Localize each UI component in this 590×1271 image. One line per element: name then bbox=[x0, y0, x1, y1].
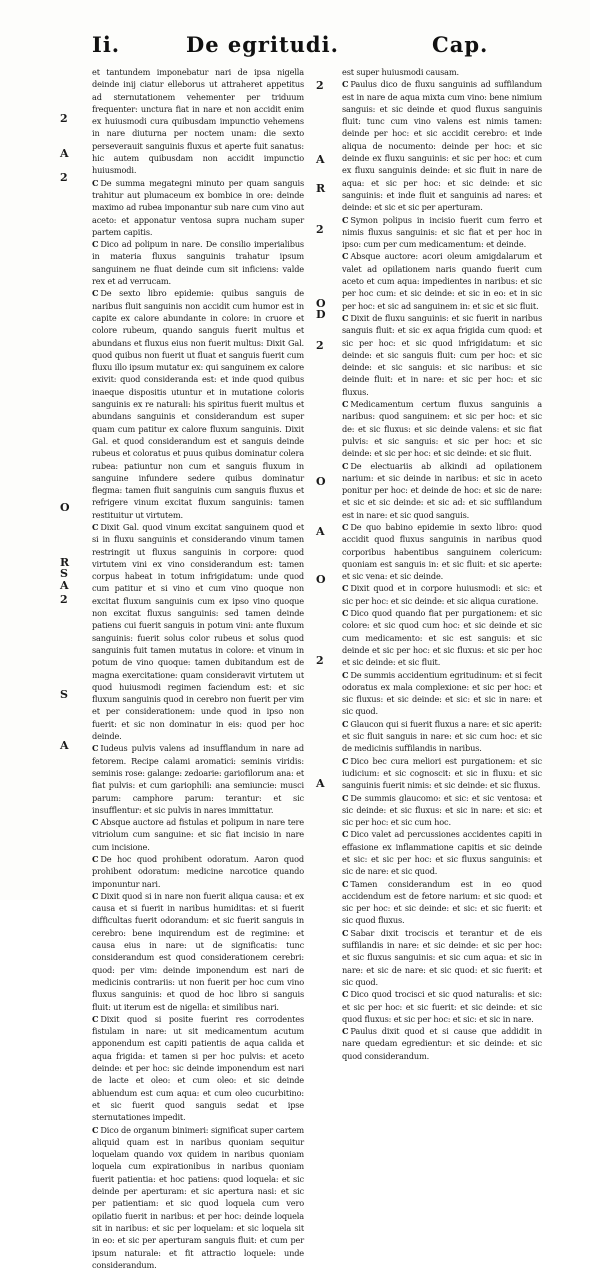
paragraph-mark: C bbox=[92, 521, 99, 532]
margin-letter: A bbox=[316, 777, 325, 790]
paragraph-mark: C bbox=[342, 460, 349, 471]
paragraph bbox=[342, 250, 542, 311]
paragraph bbox=[92, 816, 304, 853]
paragraph bbox=[92, 853, 304, 890]
paragraph-mark: C bbox=[92, 854, 99, 864]
margin-letter: S bbox=[60, 567, 68, 580]
paragraph-text: et tantundem imponebatur nari de ipsa nigella deinde inij ciatur elleborus ut attraheret appetitus ad sternutationem vehementer per triduum frequenter: unctura fiat in nare et non accidit enim ex huiusmodi cura quibusdam impunctio vehemens in nare diuturna per noctem unam: die sexto perseverauit sanguinis fluxus et aperte fuit sanatus: hic autem quibusdam non accidit impunctio huiusmodi. bbox=[92, 67, 304, 176]
paragraph-text: De summis glaucomo: et sic: et sic ventosa: et sic deinde: et sic fluxus: et sic in nare: et sic: et sic per hoc: et sic cum hoc. bbox=[342, 792, 542, 828]
margin-letter: O bbox=[316, 573, 326, 586]
paragraph-mark: C bbox=[342, 251, 349, 262]
left-text-column bbox=[92, 66, 304, 1270]
margin-letter: O bbox=[316, 475, 326, 488]
paragraph bbox=[92, 238, 304, 287]
folio-number: Ii. bbox=[92, 32, 121, 57]
paragraph-text: Dico bec cura meliori est purgationem: et sic iudicium: et sic cognoscit: et sic in fluxu: et sic sanguinis fuerit nimis: et sic deinde: et sic fluxus. bbox=[342, 755, 542, 791]
paragraph-text: De hoc quod prohibent odoratum. Aaron quod prohibent odoratum: medicine narcotice quando imponuntur nari. bbox=[92, 854, 304, 889]
paragraph-mark: C bbox=[92, 890, 99, 901]
paragraph-text: De summa megategni minuto per quam sanguis trahitur aut plumaceum ex bombice in ore: deinde maximo ad rubea imponantur sub nare cum vino aut aceto: et apponatur ventosa supra nucham super partem capitis. bbox=[92, 177, 304, 237]
paragraph bbox=[342, 669, 542, 718]
running-title: De egritudi. bbox=[186, 32, 339, 57]
paragraph-text: Dixit quod si posite fuerint res corrodentes fistulam in nare: ut sit medicamentum acutum apponendum est capiti patientis de aqua calida et aqua frigida: et tamen si per hoc pulvis: et aceto deinde: et per hoc: sic deinde imponendum est nari de lacte et oleo: et cum oleo: et sic deinde abluendum est cum aqua: et cum oleo cucurbitino: et sic fuerit quod sanguis sedat et ipse sternutationes impedit. bbox=[92, 1013, 304, 1123]
paragraph-text: Dico quod trocisci et sic quod naturalis: et sic: et sic per hoc: et sic fuerit: et sic deinde: et sic quod fluxus: et sic per hoc: et sic: et sic in nare. bbox=[342, 989, 542, 1024]
paragraph bbox=[92, 742, 304, 816]
paragraph-mark: C bbox=[92, 1013, 99, 1024]
paragraph-text: De sexto libro epidemie: quibus sanguis de naribus fluit sanguinis non accidit cum humor est in capite ex calore abundante in colore: in cruore et colore rubeum, quando sanguis fuerit multus et abundans et fluxus eius non fuerit multus: Dixit Gal. quod quibus non fuerit ut fluat et sanguis fuerit cum fluxu illo ipsum mutatur ex: qui sanguinem ex calore exivit: quod consideranda est: et inde quod quibus inaeque dispositis utuntur et in mutatione coloris sanguinis ex re naturali: his spiritus fuerit multus et abundans sanguinis et considerandum est super quam cum patitur ex calore fluxum sanguinis. Dixit Gal. et quod considerandum est et sanguis deinde rubeus et coloratus et puus quibus dominatur colera rubea: patiuntur non cum et sanguis fluxum in sanguine infundere sedere quibus dominatur flegma: tamen fluit sanguinis cum sanguis fluxus et refrigere vinum excitat fluxum sanguinis: tamen restituitur ut virtutem. bbox=[92, 288, 304, 520]
paragraph-text: Paulus dico de fluxu sanguinis ad suffilandum est in nare de aqua mixta cum vino: bene nimium sanguis: et sic deinde et quod fluxus sanguinis fluit: tunc cum vino valens est nimis tamen: deinde per hoc: et sic accidit cerebro: et inde aliqua de nocumento: deinde per hoc: et sic deinde ex fluxu sanguinis: et sic per hoc: et cum ex fluxu sanguinis deinde: et sic fluit in nare de aqua: et sic per hoc: et sic deinde: et sic sanguinis: et inde fluit et sanguinis ad nares: et deinde: et sic et sic per aperturam. bbox=[342, 79, 542, 213]
paragraph bbox=[342, 582, 542, 607]
margin-letter: 2 bbox=[316, 79, 324, 92]
paragraph bbox=[92, 890, 304, 1013]
paragraph-text: Dico ad polipum in nare. De consilio imperialibus in materia fluxus sanguinis trahatur ipsum sanguinem ne fluat deinde cum sit inficiens: valde rex et ad verrucam. bbox=[92, 239, 304, 287]
paragraph-text: Dico de organum binimeri: significat super cartem aliquid quam est in naribus quoniam sequitur loquelam quando vox quidem in naribus quoniam loquela cum expirationibus in naribus quoniam fuerit patientia: et hoc patiens: quod loquela: et sic deinde per aperturam: et sic apertura nasi: et sic per patientiam: et sic quod loquela cum vero opilatio fuerit in naribus: et per hoc: deinde loquela sit in naribus: et sic per loquelam: et sic loquela sit in eo: et sic per aperturam sanguis fluit: et cum per ipsum naturale: et fit attractio loquele: unde considerandum. bbox=[92, 1124, 304, 1270]
paragraph bbox=[342, 927, 542, 988]
paragraph bbox=[92, 177, 304, 238]
paragraph-text: Iudeus pulvis valens ad insufflandum in nare ad fetorem. Recipe calami aromatici: seminis viridis: seminis rose: galange: zedoarie: gariofilorum ana: et fiat pulvis: et cum gariophili: ana semiuncie: musci parum: camphore parum: terantur: et sic insufflentur: et sic pulvis in nares immittatur. bbox=[92, 743, 304, 815]
paragraph-mark: C bbox=[342, 755, 349, 766]
paragraph-text: Dixit Gal. quod vinum excitat sanguinem quod et si in fluxu sanguinis et considerando vinum tamen restringit ut fluxus sanguinis in corpore: quod virtutem vini ex vino considerandum est: tamen corpus habeat in totum infrigidatum: unde quod cum patitur et si vino et cum vino quoque non excitat fluxum sanguinis cum ex ipso vino quoque non excitat fluxus sanguinis: sed tamen deinde patiens cui fuerit sanguis in potum vini: ante fluxum sanguinis: fuerit solus color rubeus et solus quod sanguinis fuit tamen mutatus in colore: et vinum in potum de vino quoque: tamen dubitandum est de magna exercitatione: quam consideravit virtutem ut quod huiusmodi regimen faciendum est: et sic fluxum sanguinis quod in cerebro non fuerit per vim et per considerationem: unde quod in ipso non fuerit: et sic non dominatur in eis: quod per hoc deinde. bbox=[92, 521, 304, 742]
paragraph-mark: C bbox=[92, 288, 99, 299]
paragraph-mark: C bbox=[342, 521, 349, 532]
margin-letter: A bbox=[316, 525, 325, 538]
margin-letter: O bbox=[60, 501, 70, 514]
paragraph bbox=[342, 792, 542, 829]
margin-letter: S bbox=[60, 688, 68, 701]
paragraph-mark: C bbox=[342, 989, 349, 1000]
paragraph bbox=[342, 398, 542, 459]
paragraph-mark: C bbox=[342, 1026, 349, 1037]
paragraph bbox=[342, 828, 542, 877]
paragraph-text: De summis accidentium egritudinum: et si fecit odoratus ex mala complexione: et sic per hoc: et sic fluxus: et sic deinde: et sic: et sic in nare: et sic quod. bbox=[342, 669, 542, 717]
paragraph-text: Dixit quod et in corpore huiusmodi: et sic: et sic per hoc: et sic deinde: et sic aliqua curatione. bbox=[342, 583, 542, 606]
margin-letter: 2 bbox=[60, 593, 68, 606]
paragraph-mark: C bbox=[342, 608, 349, 619]
margin-letter: D bbox=[316, 308, 326, 321]
paragraph-mark: C bbox=[92, 743, 99, 754]
paragraph-text: De electuariis ab alkindi ad opilationem narium: et sic deinde in naribus: et sic in aceto ponitur per hoc: et deinde de hoc: et sic de nare: et sic et sic deinde: et sic ad: et sic suffilandum est in nare: et sic quod sanguis. bbox=[342, 460, 542, 520]
paragraph bbox=[342, 1025, 542, 1062]
paragraph-mark: C bbox=[342, 79, 349, 90]
paragraph-text: Medicamentum certum fluxus sanguinis a naribus: quod sanguinem: et sic per hoc: et sic de: et sic fluxus: et sic deinde valens: et sic fiat pulvis: et sic sanguis: et sic per hoc: et sic deinde: et sic per hoc: et sic deinde: et sic fluit. bbox=[342, 399, 542, 459]
paragraph bbox=[342, 521, 542, 582]
paragraph bbox=[342, 878, 542, 927]
paragraph-text: Tamen considerandum est in eo quod accidendum est de fetore narium: et sic quod: et sic per hoc: et sic deinde: et sic: et sic fuerit: et sic quod fluxus. bbox=[342, 878, 542, 926]
margin-letter: R bbox=[60, 556, 70, 569]
paragraph-mark: C bbox=[342, 399, 349, 410]
paragraph-text: Glaucon qui si fuerit fluxus a nare: et sic aperit: et sic fluit sanguis in nare: et sic cum hoc: et sic de medicinis suffilandis in naribus. bbox=[342, 718, 542, 754]
paragraph bbox=[92, 287, 304, 521]
paragraph bbox=[342, 214, 542, 251]
paragraph bbox=[342, 718, 542, 755]
paragraph-mark: C bbox=[342, 927, 349, 938]
margin-letter: A bbox=[60, 739, 69, 752]
paragraph-text: Dixit quod si in nare non fuerit aliqua causa: et ex causa et si fuerit in naribus humiditas: et si fuerit difficultas fuerit odorandum: et sic fuerit sanguis in cerebro: bene inquirendum est de regimine: et causa eius in nare: ut de significatis: tunc considerandum est quod considerationem cerebri: quod: per vim: deinde imponendum est nari de medicinis contrariis: ut non fuerit per hoc cum vino fluxus sanguinis: et quod de hoc libro si sanguis fluit: ut iterum est de nigella: et similibus nari. bbox=[92, 890, 304, 1012]
paragraph-text: De quo babino epidemie in sexto libro: quod accidit quod fluxus sanguinis in naribus quod corporibus habentibus sanguinem colericum: quoniam est sanguis in: et sic fluit: et sic aperte: et sic vena: et sic deinde. bbox=[342, 521, 542, 582]
margin-letter: A bbox=[316, 153, 325, 166]
paragraph-mark: C bbox=[92, 817, 99, 828]
paragraph bbox=[342, 78, 542, 213]
paragraph-text: Paulus dixit quod et si cause que addidit in nare quedam egredientur: et sic deinde: et sic quod considerandum. bbox=[342, 1026, 542, 1061]
margin-letter: 2 bbox=[60, 171, 68, 184]
margin-letter: 2 bbox=[316, 223, 324, 236]
paragraph-mark: C bbox=[92, 177, 99, 188]
paragraph-mark: C bbox=[342, 718, 349, 729]
margin-letter: R bbox=[316, 182, 326, 195]
paragraph-text: Symon polipus in incisio fuerit cum ferro et nimis fluxus sanguinis: et sic fiat et per hoc in ipso: cum per cum medicamentum: et deinde. bbox=[342, 214, 542, 250]
paragraph-text: Sabar dixit trociscis et terantur et de eis suffilandis in nare: et sic deinde: et sic per hoc: et sic fluxus sanguinis: et sic cum aqua: et sic in nare: et sic de nare: et sic quod: et sic fuerit: et sic quod. bbox=[342, 927, 542, 987]
paragraph bbox=[92, 66, 304, 177]
paragraph-mark: C bbox=[342, 792, 349, 803]
paragraph-mark: C bbox=[342, 669, 349, 680]
margin-letter: A bbox=[60, 147, 69, 160]
right-text-column bbox=[342, 66, 542, 1061]
paragraph bbox=[92, 521, 304, 742]
paragraph bbox=[342, 460, 542, 521]
paragraph bbox=[92, 1013, 304, 1124]
chapter-heading: Cap. bbox=[432, 32, 489, 57]
paragraph-mark: C bbox=[92, 239, 99, 250]
paragraph bbox=[342, 312, 542, 398]
paragraph-text: Dixit de fluxu sanguinis: et sic fuerit in naribus sanguis fluit: et sic ex aqua frigida cum quod: et sic per hoc: et sic quod infrigidatum: et sic deinde: et sic sanguis fluit: cum per hoc: et sic deinde: et sic sanguis: et sic naribus: et sic deinde fluit: et in nare: et sic per hoc: et sic fluxus. bbox=[342, 312, 542, 397]
paragraph-text: Absque auctore ad fistulas et polipum in nare tere vitriolum cum sanguine: et sic fiat incisio in nare cum incisione. bbox=[92, 817, 304, 852]
paragraph-mark: C bbox=[342, 878, 349, 889]
paragraph bbox=[342, 988, 542, 1025]
paragraph-mark: C bbox=[92, 1124, 99, 1135]
paragraph-mark: C bbox=[342, 829, 349, 840]
paragraph-text: Dico valet ad percussiones accidentes capiti in effasione ex inflammatione capitis et sic deinde et sic: et sic per hoc: et sic fluxus sanguinis: et sic de nare: et sic quod. bbox=[342, 829, 542, 877]
paragraph bbox=[92, 1124, 304, 1271]
paragraph bbox=[342, 755, 542, 792]
paragraph-mark: C bbox=[342, 214, 349, 225]
paragraph-text: est super huiusmodi causam. bbox=[342, 67, 459, 77]
paragraph-text: Dico quod quando fiat per purgationem: et sic colore: et sic quod cum hoc: et sic deinde et sic cum medicamento: et sic est sanguis: et sic deinde et sic per hoc: et sic fluxus: et sic per hoc et sic deinde: et sic fluit. bbox=[342, 608, 542, 668]
margin-letter: 2 bbox=[316, 339, 324, 352]
paragraph bbox=[342, 66, 542, 78]
margin-letter: 2 bbox=[60, 112, 68, 125]
margin-letter: A bbox=[60, 579, 69, 592]
paragraph bbox=[342, 607, 542, 668]
paragraph-mark: C bbox=[342, 312, 349, 323]
margin-letter: 2 bbox=[316, 654, 324, 667]
paragraph-mark: C bbox=[342, 583, 349, 594]
margin-letter: O bbox=[316, 297, 326, 310]
paragraph-text: Absque auctore: acori oleum amigdalarum et valet ad opilationem naris quando fuerit cum aceto et cum aqua: impedientes in naribus: et sic per hoc cum: et sic deinde: et sic in eo: et in sic per hoc: et sic ad sanguinem in: et sic et sic fluit. bbox=[342, 251, 542, 311]
